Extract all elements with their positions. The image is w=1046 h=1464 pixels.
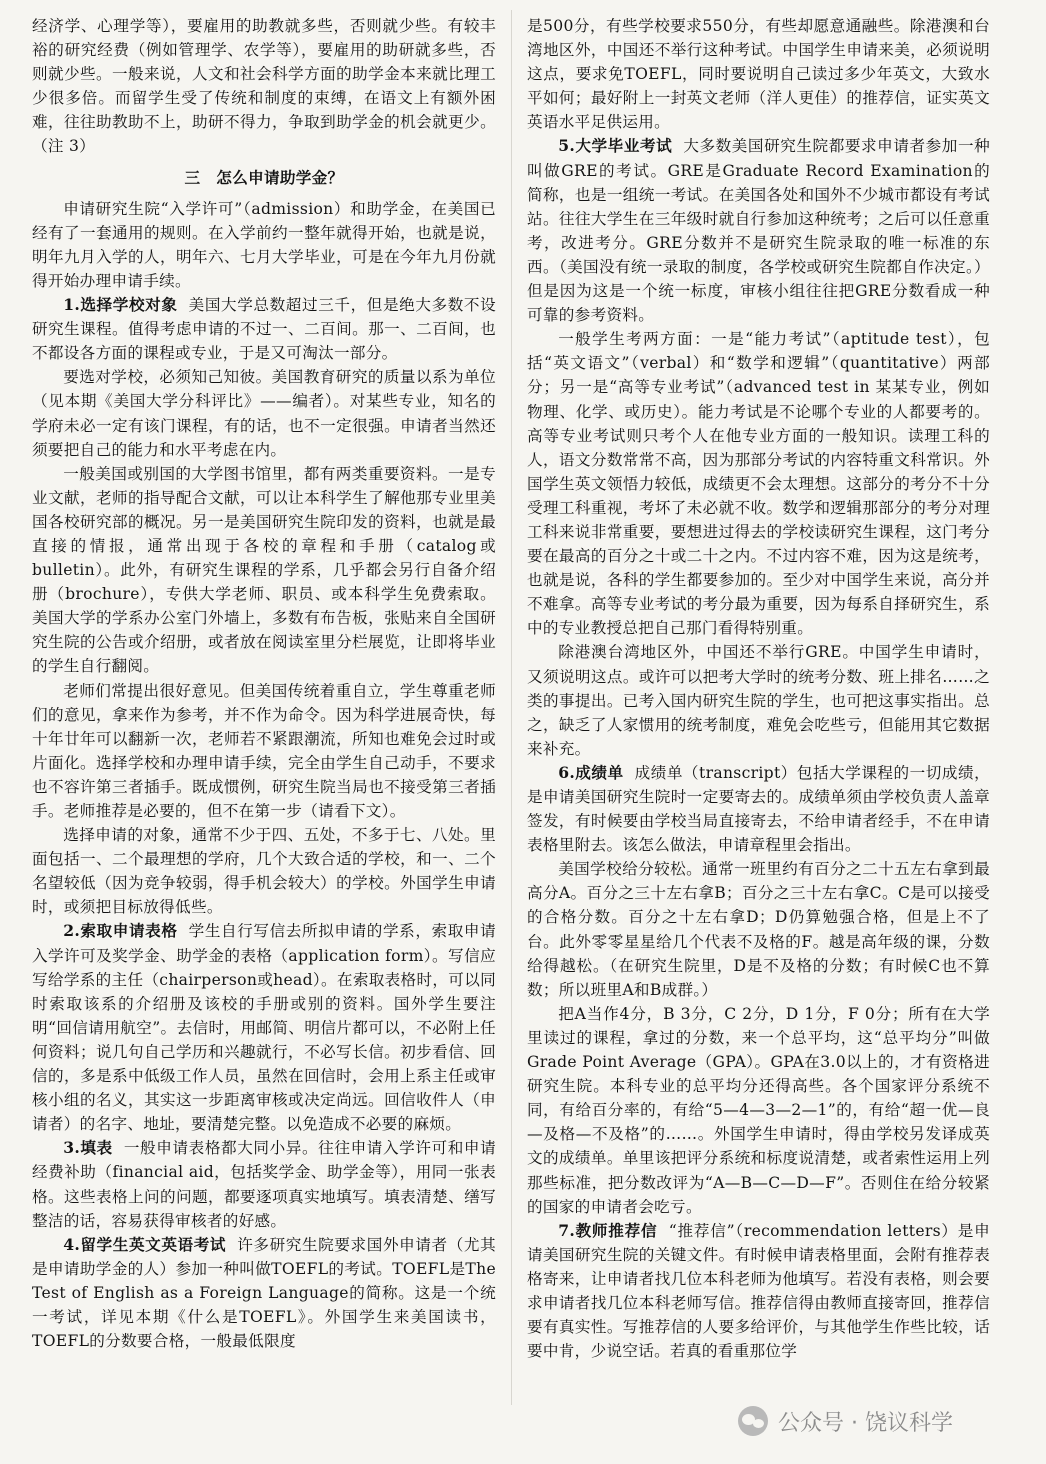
subsection-6-body: 成绩单（transcript）包括大学课程的一切成绩，是申请美国研究生院时一定要寄去的。成绩单须由学校负责人盖章签发，有时候要由学校当局直接寄去，不给申请者经手，不在申请表格里附去。该怎么做法，申请章程里会指出。 — [527, 763, 991, 855]
paragraph-know: 要选对学校，必须知己知彼。美国教育研究的质量以系为单位（见本期《美国大学分科评比》——编者）。对某些专业，知名的学府未必一定有该门课程，有的话，也不一定很强。申请者当然还须要把自己的能力和水平考虑在内。 — [32, 368, 496, 459]
column-divider — [511, 10, 512, 1405]
subsection-4 — [32, 1233, 496, 1353]
paragraph-library: 一般美国或别国的大学图书馆里，都有两类重要资料。一是专业文献，老师的指导配合文献，可以让本科学生了解他那专业里美国各校研究部的概况。另一是美国研究生院印发的资料，也就是最直接的情报，通常出现于各校的章程和手册（catalog或bulletin）。此外，有研究生课程的学系，几乎都会另行自备介绍册（brochure），专供大学老师、职员、或本科学生免费索取。美国大学的学系办公室门外墙上，多数有布告板，张贴来自全国研究生院的公告或介绍册，或者放在阅读室里分栏展览，让即将毕业的学生自行翻阅。 — [32, 464, 496, 676]
subsection-2 — [32, 919, 496, 1136]
subsection-2-body: 学生自行写信去所拟申请的学系，索取申请入学许可及奖学金、助学金的表格（application form）。写信应写给学系的主任（chairperson或head）。在索取表格时，可以同时索取该系的介绍册及该校的手册或别的资料。国外学生要注明“回信请用航空”。去信时，用邮简、明信片都可以，不必附上任何资料；说几句自己学历和兴趣就行，不必写长信。初步看信、回信的，多是系中低级工作人员，虽然在回信时，会用上系主任或审核小组的名义，其实这一步距离审核或决定尚远。回信收件人（申请者）的名字、地址，要清楚完整。以免造成不必要的麻烦。 — [32, 922, 497, 1134]
paragraph-grading: 美国学校给分较松。通常一班里约有百分之二十五左右拿到最高分A。百分之三十左右拿B；百分之三十左右拿C。C是可以接受的合格分数。百分之十左右拿D；D仍算勉强合格，但是上不了台。此外零零星星给几个代表不及格的F。越是高年级的课，分数给得越松。（在研究生院里，D是不及格的分数；有时候C也不算数；所以班里A和B成群。） — [527, 860, 990, 999]
subsection-1-title: 1.选择学校对象 — [63, 295, 178, 315]
subsection-3 — [32, 1136, 496, 1232]
subsection-7 — [527, 1219, 990, 1364]
subsection-1 — [32, 293, 496, 365]
watermark-text: 公众号 · 饶议科学 — [778, 1410, 953, 1436]
subsection-5-title: 5.大学毕业考试 — [558, 136, 673, 156]
subsection-7-body: “推荐信”（recommendation letters）是申请美国研究生院的关键文件。有时候申请表格里面，会附有推荐表格寄来，让申请者找几位本科老师为他填写。若没有表格，则会要求申请者找几位本科老师写信。推荐信得由教师直接寄回，推荐信要有真实性。写推荐信的人要多给评价，与其他学生作些比较，话要中肯，少说空话。若真的看重那位学 — [527, 1221, 990, 1361]
subsection-1-body: 美国大学总数超过三千，但是绝大多数不设研究生课程。值得考虑申请的不过一、二百间。那一、二百间，也不都设各方面的课程或专业，于是又可淘汰一部分。 — [32, 296, 497, 363]
paragraph-teacher: 老师们常提出很好意见。但美国传统着重自立，学生尊重老师们的意见，拿来作为参考，并不作为命令。因为科学进展奇快，每十年廿年可以翻新一次，老师若不紧跟潮流，所知也难免会过时或片面化。选择学校和办理申请手续，完全由学生自己动手，不要求也不容许第三者插手。既成惯例，研究生院当局也不接受第三者插手。老师推荐是必要的，但不在第一步（请看下文）。 — [32, 681, 496, 820]
subsection-2-title: 2.索取申请表格 — [63, 921, 178, 941]
paragraph-toefl-continued: 是500分，有些学校要求550分，有些却愿意通融些。除港澳和台湾地区外，中国还不举行这种考试。中国学生申请来美，必须说明这点，要求免TOEFL，同时要说明自己读过多少年英文，大致水平如何；最好附上一封英文老师（洋人更佳）的推荐信，证实英文英语水平足供运用。 — [527, 17, 990, 132]
watermark — [738, 1404, 953, 1438]
subsection-5 — [527, 134, 990, 327]
subsection-6 — [527, 761, 990, 857]
paragraph-intro: 经济学、心理学等），要雇用的助教就多些，否则就少些。有较丰裕的研究经费（例如管理学、农学等），要雇用的助研就多些，否则就少些。一般来说，人文和社会科学方面的助学金本来就比理工少很多倍。而留学生受了传统和制度的束缚，在语文上有额外困难，往往助教助不上，助研不得力，争取到助学金的机会就更少。（注 3） — [32, 17, 496, 156]
paragraph-gre-parts: 一般学生考两方面：一是“能力考试”（aptitude test），包括“英文语文”（verbal）和“数学和逻辑”（quantitative）两部分；另一是“高等专业考试”（advanced test in 某某专业，例如物理、化学、或历史）。能力考试是不论哪个专业的人都要考的。高等专业考试则只考个人在他专业方面的一般知识。读理工科的人，语文分数常常不高，因为那部分考试的内容特重文科常识。外国学生英文领悟力较低，成绩更不会太理想。这部分的考分不十分受理工科重视，考坏了未必就不收。数学和逻辑那部分的考分对理工科来说非常重要，要想进过得去的学校读研究生课程，这门考分要在最高的百分之十或二十之内。不过内容不难，因为这是统考，也就是说，各科的学生都要参加的。至少对中国学生来说，高分并不难拿。高等专业考试的考分最为重要，因为每系自择研究生，系中的专业教授总把自己那门看得特别重。 — [527, 330, 990, 638]
subsection-5-body: 大多数美国研究生院都要求申请者参加一种叫做GRE的考试。GRE是Graduate Record Examination的简称，也是一组统一考试。在美国各处和国外不少城市都设有考试站。往往大学生在三年级时就自行参加这种统考；之后可以任意重考，改进考分。GRE分数并不是研究生院录取的唯一标准的东西。（美国没有统一录取的制度，各学校或研究生院都自作决定。）但是因为这是一个统一标度，审核小组往往把GRE分数看成一种可靠的参考资料。 — [527, 137, 991, 325]
left-column — [32, 14, 496, 1353]
paragraph-admission: 申请研究生院“入学许可”（admission）和助学金，在美国已经有了一套通用的规则。在入学前约一整年就得开始，也就是说，明年九月入学的人，明年六、七月大学毕业，可是在今年九月份就得开始办理申请手续。 — [32, 199, 496, 290]
subsection-4-body: 许多研究生院要求国外申请者（尤其是申请助学金的人）参加一种叫做TOEFL的考试。TOEFL是The Test of English as a Foreign Language的简称。这是一个统一考试，详见本期《什么是TOEFL》。外国学生来美国读书，TOEFL的分数要合格，一般最低限度 — [32, 1235, 496, 1351]
wechat-icon — [738, 1406, 768, 1436]
subsection-3-title: 3.填表 — [63, 1138, 113, 1158]
paragraph-gpa: 把A当作4分，B 3分，C 2分，D 1分，F 0分；所有在大学里读过的课程，拿过的分数，来一个总平均，这“总平均分”叫做Grade Point Average（GPA）。GPA在3.0以上的，才有资格进研究生院。本科专业的总平均分还得高些。各个国家评分系统不同，有给百分率的，有给“5—4—3—2—1”的，有给“超一优—良—及格—不及格”的……。外国学生申请时，得由学校另发译成英文的成绩单。单里该把评分系统和标度说清楚，或者索性运用上列那些标准，把分数改评为“A—B—C—D—F”。否则住在给分较紧的国家的申请者会吃亏。 — [527, 1004, 990, 1216]
subsection-6-title: 6.成绩单 — [558, 762, 624, 782]
section-heading: 三 怎么申请助学金？ — [184, 167, 344, 187]
subsection-3-body: 一般申请表格都大同小异。往往申请入学许可和申请经费补助（financial aid，包括奖学金、助学金等），用同一张表格。这些表格上问的问题，都要逐项真实地填写。填表清楚、缮写整洁的话，容易获得审核者的好感。 — [32, 1139, 497, 1230]
paragraph-choose: 选择申请的对象，通常不少于四、五处，不多于七、八处。里面包括一、二个最理想的学府，几个大致合适的学校，和一、二个名望较低（因为竞争较弱，得手机会较大）的学校。外国学生申请时，或须把目标放得低些。 — [32, 826, 496, 917]
subsection-4-title: 4.留学生英文英语考试 — [63, 1234, 227, 1254]
right-column — [527, 14, 990, 1363]
subsection-7-title: 7.教师推荐信 — [558, 1220, 658, 1240]
paragraph-gre-china: 除港澳台湾地区外，中国还不举行GRE。中国学生申请时，又须说明这点。或许可以把考大学时的统考分数、班上排名……之类的事提出。已考入国内研究生院的学生，也可把这事实指出。总之，缺乏了人家惯用的统考制度，难免会吃些亏，但能用其它数据来补充。 — [527, 643, 990, 758]
